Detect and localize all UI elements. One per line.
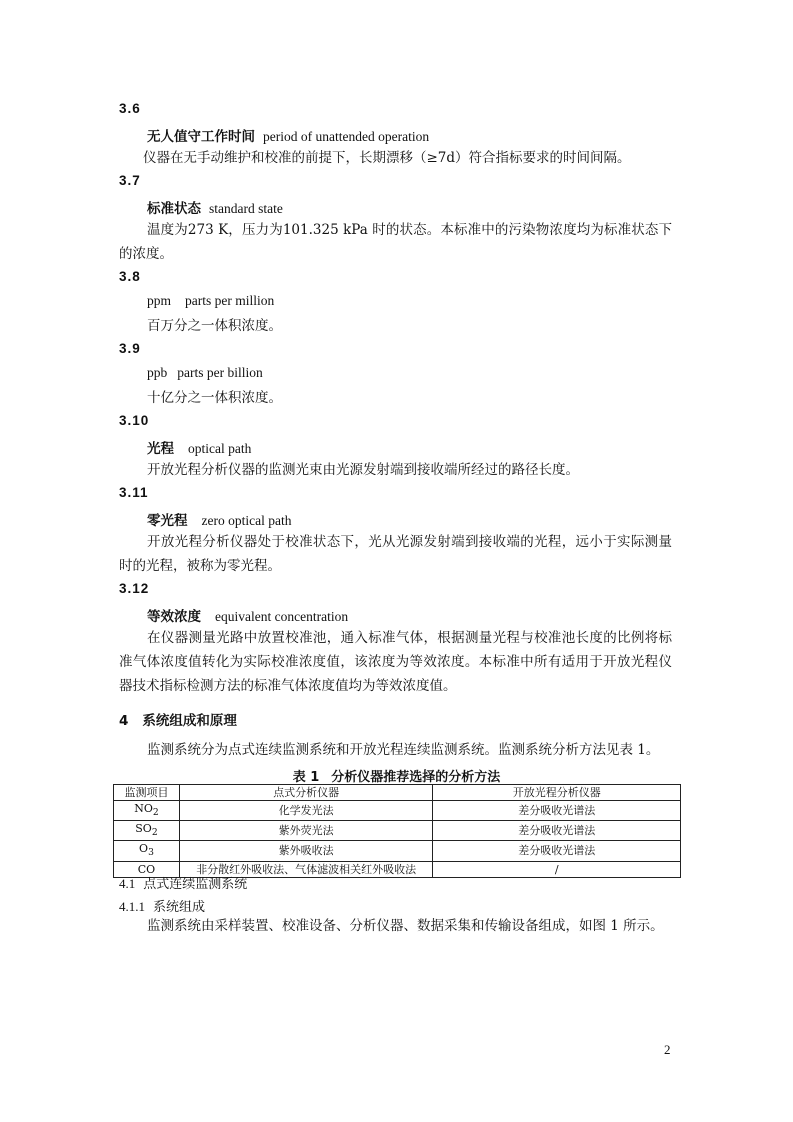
chapter-number: 4 — [119, 713, 129, 729]
table-row — [114, 841, 681, 861]
open-method-cell: / — [433, 861, 681, 877]
chapter-title: 系统组成和原理 — [142, 713, 237, 729]
chapter-heading — [119, 709, 237, 729]
page-number: 2 — [664, 1042, 671, 1057]
section-title: 点式连续监测系统 — [143, 877, 248, 892]
table-row — [114, 821, 681, 841]
term-en: parts per billion — [177, 365, 263, 380]
table-row — [114, 801, 681, 821]
clause-number: 3.11 — [119, 485, 149, 500]
term-heading — [147, 365, 263, 381]
term-heading — [147, 509, 291, 529]
item-cell — [114, 841, 180, 861]
section-heading-4-1-1 — [119, 896, 205, 915]
definition: 百万分之一体积浓度。 — [147, 318, 282, 334]
section-number: 4.1.1 — [119, 899, 145, 914]
point-method-cell: 非分散红外吸收法、气体滤波相关红外吸收法 — [179, 861, 433, 877]
point-method-cell: 紫外荧光法 — [179, 821, 433, 841]
clause-number: 3.9 — [119, 341, 141, 356]
table-header-row — [114, 785, 681, 801]
table-label: 表 1 — [292, 770, 320, 785]
term-en: equivalent concentration — [215, 609, 349, 624]
table-title: 分析仪器推荐选择的分析方法 — [331, 770, 501, 785]
item-subscript: 2 — [151, 827, 158, 839]
item-cell — [114, 821, 180, 841]
item-subscript: 2 — [152, 807, 159, 819]
section-text: 监测系统由采样装置、校准设备、分析仪器、数据采集和传输设备组成，如图 1 所示。 — [147, 918, 664, 934]
term-heading — [147, 125, 429, 145]
term-zh: 零光程 — [147, 513, 188, 529]
analysis-method-table — [113, 784, 681, 878]
item-formula: CO — [137, 862, 156, 876]
definition: 仪器在无手动维护和校准的前提下，长期漂移（≥7d）符合指标要求的时间间隔。 — [143, 150, 631, 166]
section-number: 4.1 — [119, 876, 136, 891]
item-formula: NO — [134, 802, 153, 815]
point-method-cell: 化学发光法 — [179, 801, 433, 821]
open-method-cell: 差分吸收光谱法 — [433, 821, 681, 841]
section-heading-4-1 — [119, 873, 247, 892]
header-cell: 监测项目 — [114, 785, 180, 801]
section-title: 系统组成 — [153, 900, 206, 915]
open-method-cell: 差分吸收光谱法 — [433, 841, 681, 861]
term-en: standard state — [209, 201, 283, 216]
item-formula: SO — [135, 822, 152, 836]
open-method-cell: 差分吸收光谱法 — [433, 801, 681, 821]
term-en: parts per million — [185, 293, 275, 308]
clause-number: 3.10 — [119, 413, 150, 428]
term-zh: 标准状态 — [147, 201, 201, 217]
item-subscript: 3 — [148, 847, 154, 859]
chapter-intro: 监测系统分为点式连续监测系统和开放光程连续监测系统。监测系统分析方法见表 1。 — [147, 742, 660, 758]
header-cell: 点式分析仪器 — [179, 785, 433, 801]
item-cell — [114, 801, 180, 821]
item-formula: O — [139, 842, 149, 856]
term-en: period of unattended operation — [263, 129, 430, 144]
term-zh: 无人值守工作时间 — [147, 129, 255, 145]
term-en: zero optical path — [201, 513, 292, 528]
header-cell: 开放光程分析仪器 — [433, 785, 681, 801]
definition: 温度为273 K，压力为101.325 kPa 时的状态。本标准中的污染物浓度均为标准状态下的浓度。 — [119, 222, 672, 262]
term-zh: ppb — [147, 365, 168, 380]
term-heading — [147, 605, 348, 625]
clause-number: 3.12 — [119, 581, 150, 596]
clause-number: 3.6 — [119, 101, 141, 116]
term-zh: 等效浓度 — [147, 609, 201, 625]
term-heading — [147, 437, 251, 457]
point-method-cell: 紫外吸收法 — [179, 841, 433, 861]
definition: 在仪器测量光路中放置校准池，通入标准气体，根据测量光程与校准池长度的比例将标准气体浓度值转化为实际校准浓度值，该浓度为等效浓度。本标准中所有适用于开放光程仪器技术指标检测方法的标准气体浓度值均为等效浓度值。 — [119, 630, 672, 694]
clause-number: 3.8 — [119, 269, 141, 284]
definition: 十亿分之一体积浓度。 — [147, 390, 282, 406]
definition: 开放光程分析仪器的监测光束由光源发射端到接收端所经过的路径长度。 — [147, 462, 579, 478]
term-zh: 光程 — [147, 441, 174, 457]
clause-number: 3.7 — [119, 173, 141, 188]
term-zh: ppm — [147, 293, 172, 308]
term-heading — [147, 197, 283, 217]
definition: 开放光程分析仪器处于校准状态下，光从光源发射端到接收端的光程，远小于实际测量时的光程，被称为零光程。 — [119, 534, 672, 574]
table-caption — [0, 766, 793, 785]
term-en: optical path — [188, 441, 252, 456]
term-heading — [147, 293, 274, 309]
